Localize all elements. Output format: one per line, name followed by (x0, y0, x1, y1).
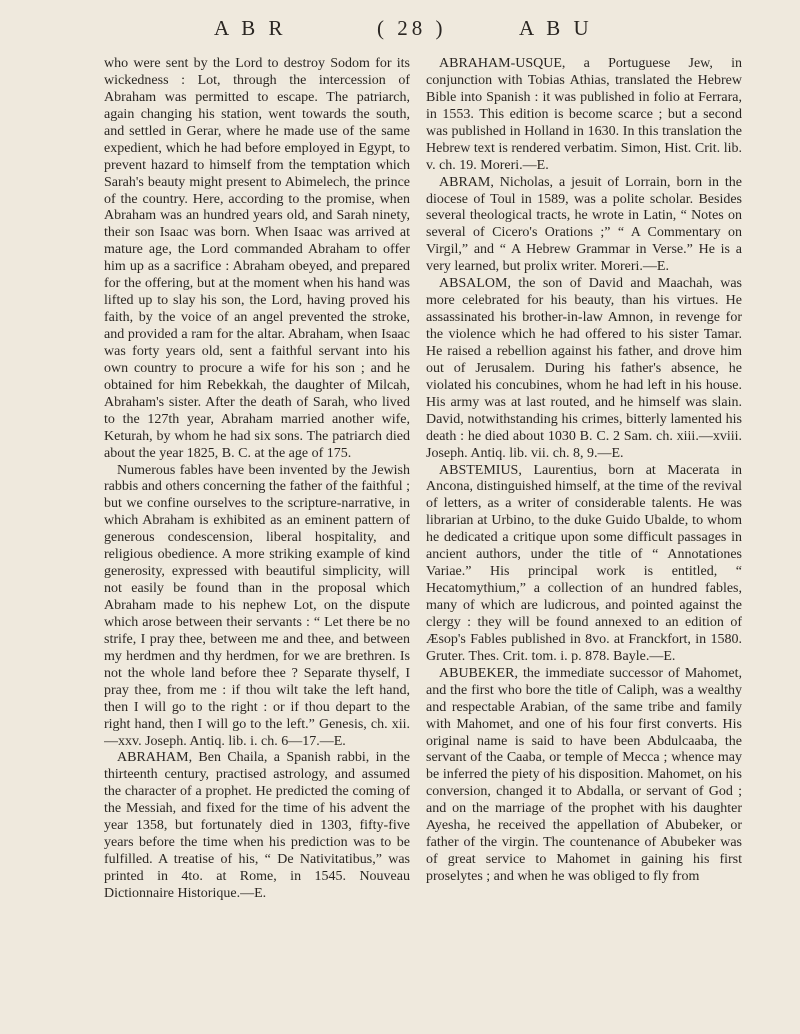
entry-abstemius: ABSTEMIUS, Laurentius, born at Macerata in Ancona, distinguished himself, at the time of the revival of letters, as a writer of considerable talents. He was librarian at Urbino, to the duke Guido Ubalde, to whom he dedicated a critique upon some difficult passages in ancient authors, under the title of “ Annotationes Variae.” His principal work is entitled, “ Hecatomythium,” a collection of an hundred fables, many of which are ludicrous, and pointed against the clergy : they will be found annexed to an edition of Æsop's Fables published in 8vo. at Franckfort, in 1580. Gruter. Thes. Crit. tom. i. p. 878. Bayle.—E. (426, 462, 742, 664)
entry-abraham-usque: ABRAHAM-USQUE, a Portuguese Jew, in conjunction with Tobias Athias, translated the Hebrew Bible into Spanish : it was published in folio at Ferrara, in 1553. This edition is become scarce ; but a second was published in Holland in 1630. In this translation the Hebrew text is rendered verbatim. Simon, Hist. Crit. lib. v. ch. 19. Moreri.—E. (426, 56, 742, 173)
running-header (0, 16, 800, 48)
page-number: ( 28 ) (377, 16, 447, 40)
header-right-word: A B U (519, 16, 593, 40)
header-left-word: A B R (214, 16, 287, 40)
entry-absalom: ABSALOM, the son of David and Maachah, was more celebrated for his beauty, than his virtues. He assassinated his brother-in-law Amnon, in revenge for the violence which he had offered to his sister Tamar. He raised a rebellion against his father, and drove him out of Jerusalem. During his father's absence, he violated his concubines, whom he had left in his house. His army was at last routed, and he himself was slain. David, notwithstanding his crimes, bitterly lamented his death : he died about 1030 B. C. 2 Sam. ch. xiii.—xviii. Joseph. Antiq. lib. vii. ch. 8, 9.—E. (426, 276, 742, 461)
abraham-fables-paragraph: Numerous fables have been invented by the Jewish rabbis and others concerning the father of the faithful ; but we confine ourselves to the scripture-narrative, in which Abraham is exhibited as an eminent pattern of generous condescension, liberal hospitality, and religious obedience. A more striking example of kind generosity, expressed with beautiful simplicity, will not easily be found than in the proposal which Abraham made to his nephew Lot, on the dispute which arose between their servants : “ Let there be no strife, I pray thee, between me and thee, and between my herdmen and thy herdmen, for we are brethren. Is not the whole land before thee ? Separate thyself, I pray thee, from me : if thou wilt take the left hand, then I will go to the right : or if thou depart to the right hand, then I will go to the left.” Genesis, ch. xii.—xxv. Joseph. Antiq. lib. i. ch. 6—17.—E. (104, 462, 410, 749)
entry-abram-nicholas: ABRAM, Nicholas, a jesuit of Lorrain, born in the diocese of Toul in 1589, was a polite scholar. Besides several theological tracts, he wrote in Latin, “ Notes on several of Cicero's Orations ;” “ A Commentary on Virgil,” and “ A Hebrew Grammar in Verse.” He is a very learned, but prolix writer. Moreri.—E. (426, 174, 742, 275)
left-column (104, 56, 410, 1031)
entry-abubeker: ABUBEKER, the immediate successor of Mahomet, and the first who bore the title of Caliph, was a wealthy and respectable Arabian, of the same tribe and family with Mahomet, and one of his four first converts. His original name is said to have been Abdulcaaba, the servant of the Caaba, or temple of Mecca ; whence may be inferred the piety of his disposition. Mahomet, on his conversion, changed it to Abdalla, or servant of God ; and on the marriage of the prophet with his daughter Ayesha, he received the appellation of Abubeker, or father of the virgin. The countenance of Abubeker was of great service to Mahomet in gaining his first proselytes ; and when he was obliged to fly from (426, 665, 742, 884)
abraham-entry-continued: who were sent by the Lord to destroy Sodom for its wickedness : Lot, through the intercession of Abraham was permitted to escape. The patriarch, again changing his station, went towards the south, and settled in Gerar, where he made use of the same expedient, which he had before employed in Egypt, to prevent hazard to himself from the temptation which Sarah's beauty might present to Abimelech, the prince of the country. Here, according to the promise, when Abraham was an hundred years old, and Sarah ninety, their son Isaac was born. When Isaac was arrived at mature age, the Lord commanded Abraham to offer him up as a sacrifice : Abraham obeyed, and prepared for the offering, but at the moment when his hand was lifted up to slay his son, the Lord, having proved his faith, by the voice of an angel prevented the stroke, and provided a ram for the altar. Abraham, when Isaac was forty years old, sent a faithful servant into his own country to procure a wife for his son ; and he obtained for him Rebekkah, the daughter of Milcah, Abraham's sister. After the death of Sarah, who lived to the 127th year, Abraham married another wife, Keturah, by whom he had six sons. The patriarch died about the year 1825, B. C. at the age of 175. (104, 56, 410, 461)
right-column (426, 56, 742, 1031)
entry-abraham-ben-chaila: ABRAHAM, Ben Chaila, a Spanish rabbi, in the thirteenth century, practised astrology, and assumed the character of a prophet. He predicted the coming of the Messiah, and fixed for the time of his advent the year 1358, but fortunately died in 1303, fifty-five years before the time when his prediction was to be fulfilled. A treatise of his, “ De Nativitatibus,” was printed in 4to. at Rome, in 1545. Nouveau Dictionnaire Historique.—E. (104, 750, 410, 901)
